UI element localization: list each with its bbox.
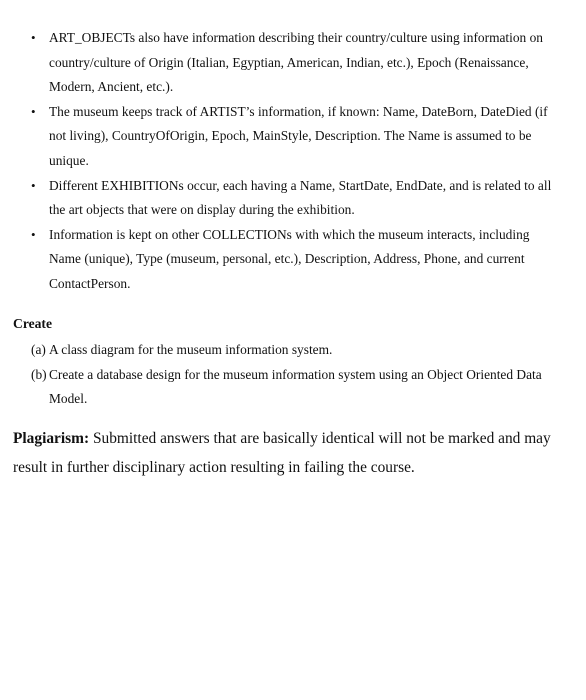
list-item [0, 174, 586, 223]
task-item-a [0, 338, 586, 363]
create-heading: Create [13, 316, 52, 331]
bullet-marker: • [31, 226, 36, 242]
task-text: A class diagram for the museum information system. [49, 342, 333, 357]
bullet-text: The museum keeps track of ARTIST’s information, if known: Name, DateBorn, DateDied (if not living), CountryOfOrigin, Epoch, MainStyle, Description. The Name is assumed to be unique. [49, 103, 548, 168]
bullet-marker: • [31, 177, 36, 193]
list-item [0, 223, 586, 297]
requirements-list [0, 26, 586, 297]
bullet-text: Information is kept on other COLLECTIONs with which the museum interacts, including Name (unique), Type (museum, personal, etc.), Description, Address, Phone, and current ContactPerson. [49, 226, 530, 291]
plagiarism-text: Submitted answers that are basically identical will not be marked and may result in further disciplinary action resulting in failing the course. [13, 430, 551, 476]
plagiarism-note [13, 425, 565, 482]
task-marker: (b) [31, 366, 47, 382]
bullet-text: Different EXHIBITIONs occur, each having a Name, StartDate, EndDate, and is related to all the art objects that were on display during the exhibition. [49, 177, 552, 218]
bullet-text: ART_OBJECTs also have information describing their country/culture using information on country/culture of Origin (Italian, Egyptian, American, Indian, etc.), Epoch (Renaissance, Modern, Ancient, etc.). [49, 30, 543, 95]
task-item-b [0, 363, 586, 412]
create-task-list [0, 338, 586, 412]
list-item [0, 100, 586, 174]
task-text: Create a database design for the museum information system using an Object Oriented Data Model. [49, 366, 542, 407]
task-marker: (a) [31, 342, 46, 357]
list-item [0, 26, 586, 100]
plagiarism-label: Plagiarism: [13, 430, 90, 447]
bullet-marker: • [31, 103, 36, 119]
bullet-marker: • [31, 30, 36, 45]
